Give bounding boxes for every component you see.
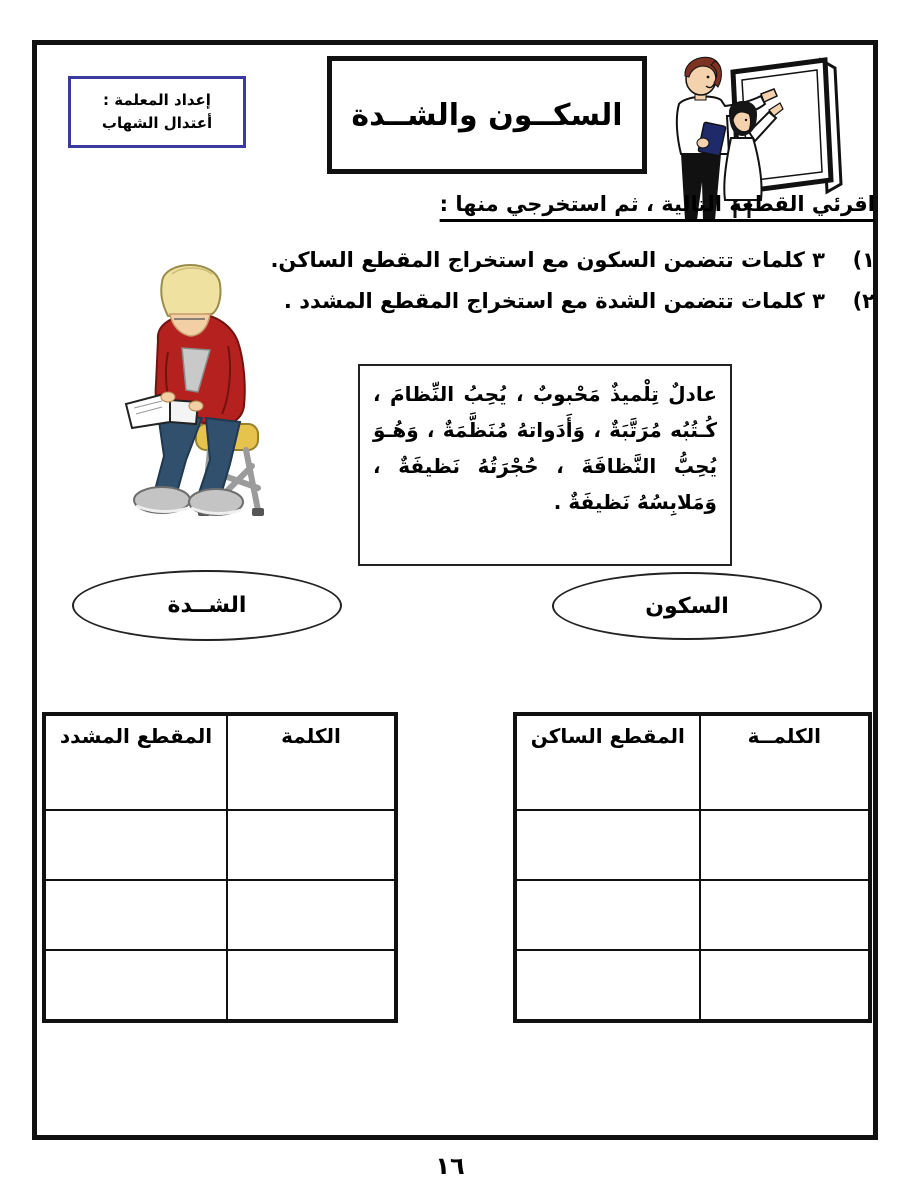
shaddah-syllable-cell-2 (44, 880, 227, 950)
table-row (44, 880, 396, 950)
sukoon-syllable-cell-2 (515, 880, 700, 950)
item-1-text: ٣ كلمات تتضمن السكون مع استخراج المقطع الساكن. (270, 248, 825, 272)
sukoon-answer-table (513, 712, 872, 1023)
item-2-text: ٣ كلمات تتضمن الشدة مع استخراج المقطع المشدد . (283, 289, 825, 313)
reading-figure (126, 265, 245, 515)
instruction-item-2 (270, 289, 875, 313)
shaddah-word-cell-2 (227, 880, 396, 950)
instruction-item-1 (270, 248, 875, 272)
item-2-number: ٢) (852, 289, 875, 313)
instruction-heading: اقرئي القطعة التالية ، ثم استخرجي منها : (439, 192, 875, 216)
page-number: ١٦ (435, 1152, 465, 1180)
shaddah-oval-label (72, 570, 342, 641)
shaddah-syllable-cell-3 (44, 950, 227, 1021)
sukoon-oval-label (552, 572, 822, 640)
table-header-row (44, 714, 396, 810)
table-row (515, 810, 870, 880)
instruction-items (270, 248, 875, 330)
sukoon-syllable-cell-3 (515, 950, 700, 1021)
title-box (327, 56, 647, 174)
item-1-number: ١) (852, 248, 875, 272)
table-row (44, 950, 396, 1021)
shaddah-syllable-cell-1 (44, 810, 227, 880)
prepared-by-box (68, 76, 246, 148)
sukoon-syllable-column-header: المقطع الساكن (515, 714, 700, 810)
prepared-by-label: إعداد المعلمة : (103, 90, 211, 109)
table-row (44, 810, 396, 880)
table-row (515, 880, 870, 950)
sukoon-label-text: السكون (645, 593, 729, 619)
sukoon-word-column-header: الكلمــة (700, 714, 870, 810)
shaddah-syllable-column-header: المقطع المشدد (44, 714, 227, 810)
sukoon-syllable-cell-1 (515, 810, 700, 880)
shaddah-label-text: الشــدة (167, 593, 247, 618)
teacher-name: أعتدال الشهاب (101, 114, 213, 132)
table-header-row (515, 714, 870, 810)
sukoon-word-cell-3 (700, 950, 870, 1021)
reading-student-illustration (112, 256, 277, 524)
sukoon-word-cell-1 (700, 810, 870, 880)
sukoon-word-cell-2 (700, 880, 870, 950)
reading-passage-box (358, 364, 732, 566)
shaddah-word-column-header: الكلمة (227, 714, 396, 810)
table-row (515, 950, 870, 1021)
shaddah-answer-table (42, 712, 398, 1023)
shaddah-word-cell-1 (227, 810, 396, 880)
passage-text: عادلٌ تِلْميذٌ مَحْبوبٌ ، يُحِبُ النِّظامَ ، كُـتُبُه مُرَتَّبَةٌ ، وَأَدَواتهُ مُنَظَّمَةٌ ، وَهُـوَ يُحِبُّ النَّظافَةَ ، حُجْرَتُهُ نَظيفَةٌ ، وَمَلابِسُهُ نَظيفَةٌ . (373, 382, 717, 514)
page-title: السكــون والشــدة (351, 97, 623, 133)
shaddah-word-cell-3 (227, 950, 396, 1021)
